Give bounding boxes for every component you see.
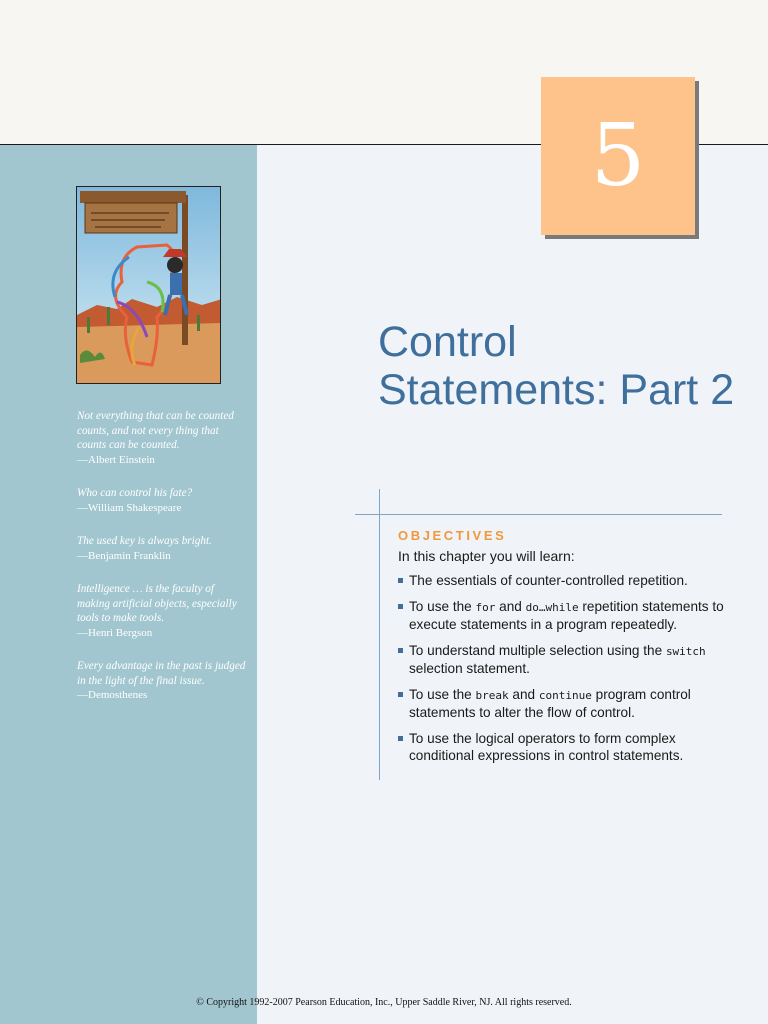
objective-text: and	[508, 686, 539, 702]
list-item	[398, 642, 738, 678]
square-bullet-icon	[398, 578, 403, 583]
objectives-intro: In this chapter you will learn:	[398, 548, 575, 564]
quote-author: —Albert Einstein	[77, 453, 155, 466]
list-item	[398, 598, 738, 634]
code-keyword: for	[475, 600, 496, 614]
chapter-title-line: Statements: Part 2	[378, 366, 735, 414]
list-item	[398, 572, 738, 590]
epigraph-quotes	[77, 409, 247, 722]
copyright-notice: © Copyright 1992-2007 Pearson Education, Inc., Upper Saddle River, NJ. All rights reserved.	[196, 997, 572, 1008]
quote-author: —Henri Bergson	[77, 626, 153, 639]
code-keyword: continue	[538, 688, 592, 702]
quote-author: —Benjamin Franklin	[77, 549, 171, 562]
objective-text: The essentials of counter-controlled repetition.	[409, 573, 688, 588]
quote	[77, 582, 247, 640]
quote-text: Who can control his fate?	[77, 487, 193, 499]
chapter-title-line: Control	[378, 318, 517, 366]
code-keyword: do…while	[525, 600, 579, 614]
square-bullet-icon	[398, 736, 403, 741]
objective-text: To use the logical operators to form complex conditional expressions in control statements.	[409, 730, 684, 763]
objective-text: program control statements to alter the flow of control.	[409, 686, 691, 720]
square-bullet-icon	[398, 692, 403, 697]
square-bullet-icon	[398, 648, 403, 653]
quote	[77, 534, 247, 563]
quote	[77, 486, 247, 515]
objective-text: To use the	[409, 598, 476, 614]
quote-author: —Demosthenes	[77, 689, 148, 701]
chapter-number-box	[541, 77, 695, 235]
quote	[77, 409, 247, 467]
objectives-vertical-rule	[379, 489, 380, 780]
quote-text: Intelligence … is the faculty of making artificial objects, especially tools to make tools.	[77, 583, 237, 624]
quote-text: Not everything that can be counted counts, and not every thing that counts can be counted.	[77, 410, 234, 451]
quote	[77, 659, 247, 703]
chapter-illustration	[76, 186, 221, 384]
objectives-heading: OBJECTIVES	[398, 528, 507, 543]
objectives-section	[398, 528, 738, 773]
code-keyword: break	[475, 688, 509, 702]
chapter-title	[378, 318, 748, 414]
cowboy-illustration	[77, 187, 221, 384]
objective-text: To understand multiple selection using the	[409, 642, 666, 658]
code-keyword: switch	[665, 644, 706, 658]
objectives-horizontal-rule	[355, 514, 722, 515]
objective-text: To use the	[409, 686, 476, 702]
quote-text: Every advantage in the past is judged in the light of the final issue.	[77, 660, 246, 687]
chapter-number: 5	[590, 106, 646, 206]
objective-text: repetition statements to execute statements in a program repeatedly.	[409, 598, 724, 632]
objective-text: selection statement.	[409, 661, 530, 676]
objectives-list	[398, 572, 738, 765]
quote-author: —William Shakespeare	[77, 501, 182, 514]
square-bullet-icon	[398, 604, 403, 609]
objective-text: and	[495, 598, 526, 614]
quote-text: The used key is always bright.	[77, 535, 212, 547]
list-item	[398, 686, 738, 722]
list-item	[398, 730, 738, 765]
